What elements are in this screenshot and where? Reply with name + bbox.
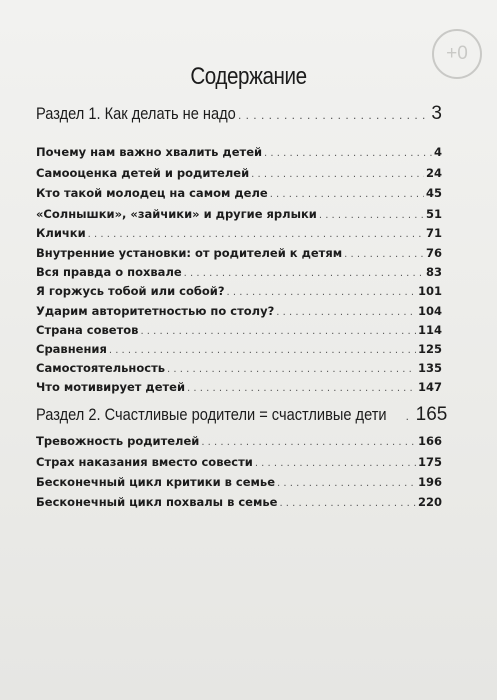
section-label: Раздел 1. Как делать не надо (36, 104, 236, 123)
entry-page-number: 71 (425, 226, 442, 240)
entry-label: Ударим авторитетностью по столу? (36, 304, 275, 318)
entry-label: Я горжусь тобой или собой? (36, 284, 225, 298)
toc-entry[interactable] (36, 265, 442, 279)
toc-section-1[interactable] (36, 103, 442, 125)
entry-page-number: 4 (433, 145, 442, 159)
page-title: Содержание (190, 63, 307, 90)
toc-entry[interactable] (36, 380, 442, 394)
section-page-number: 165 (415, 404, 448, 425)
entry-page-number: 196 (417, 475, 442, 489)
entry-label: Бесконечный цикл критики в семье (36, 475, 276, 489)
toc-entry[interactable] (36, 166, 442, 180)
leader-dots (201, 437, 416, 448)
entry-page-number: 125 (417, 342, 442, 356)
entry-label: Что мотивирует детей (36, 380, 186, 394)
toc-entry[interactable] (36, 323, 442, 337)
entry-page-number: 104 (417, 304, 442, 318)
entry-label: Клички (36, 226, 86, 240)
leader-dots (230, 108, 429, 122)
entry-label: Страна советов (36, 323, 139, 337)
entry-label: Самостоятельность (36, 361, 166, 375)
leader-dots (255, 458, 416, 469)
entry-page-number: 220 (417, 495, 442, 509)
entry-label: Сравнения (36, 342, 107, 356)
section-label: Раздел 2. Счастливые родители = счастливые дети (36, 405, 387, 424)
toc-entry[interactable] (36, 226, 442, 240)
leader-dots (279, 498, 416, 509)
toc-entry[interactable] (36, 434, 442, 448)
toc-entry[interactable] (36, 304, 442, 318)
toc-entry[interactable] (36, 342, 442, 356)
leader-dots (109, 345, 416, 356)
entry-label: Самооценка детей и родителей (36, 166, 250, 180)
entry-label: Тревожность родителей (36, 434, 200, 448)
entry-page-number: 135 (417, 361, 442, 375)
toc-entry[interactable] (36, 455, 442, 469)
entry-label: Внутренние установки: от родителей к детям (36, 246, 343, 260)
entry-page-number: 175 (417, 455, 442, 469)
leader-dots (319, 210, 424, 221)
age-rating-badge: +0 (432, 29, 482, 79)
toc-entry[interactable] (36, 495, 442, 509)
entry-label: Почему нам важно хвалить детей (36, 145, 263, 159)
leader-dots (264, 148, 432, 159)
toc-entry[interactable] (36, 475, 442, 489)
leader-dots (187, 383, 416, 394)
leader-dots (276, 307, 416, 318)
toc-entry[interactable] (36, 246, 442, 260)
entry-page-number: 114 (417, 323, 442, 337)
toc-entry[interactable] (36, 361, 442, 375)
entry-page-number: 51 (425, 207, 442, 221)
entry-label: Страх наказания вместо совести (36, 455, 253, 469)
entry-page-number: 45 (425, 186, 442, 200)
toc-entry[interactable] (36, 186, 442, 200)
toc-entry[interactable] (36, 145, 442, 159)
entry-page-number: 101 (417, 284, 442, 298)
toc-entry[interactable] (36, 284, 442, 298)
leader-dots (227, 287, 416, 298)
leader-dots (344, 249, 424, 260)
entry-label: «Солнышки», «зайчики» и другие ярлыки (36, 207, 317, 221)
entry-label: Бесконечный цикл похвалы в семье (36, 495, 278, 509)
entry-page-number: 24 (425, 166, 442, 180)
entry-label: Кто такой молодец на самом деле (36, 186, 268, 200)
toc-entry[interactable] (36, 207, 442, 221)
leader-dots (88, 229, 424, 240)
entry-page-number: 166 (417, 434, 442, 448)
leader-dots (251, 169, 424, 180)
leader-dots (167, 364, 416, 375)
leader-dots (184, 268, 424, 279)
entry-label: Вся правда о похвале (36, 265, 182, 279)
section-page-number: 3 (431, 103, 442, 124)
leader-dots (140, 326, 416, 337)
entry-page-number: 76 (425, 246, 442, 260)
entry-page-number: 83 (425, 265, 442, 279)
toc-section-2[interactable] (36, 404, 448, 426)
leader-dots (406, 409, 414, 423)
entry-page-number: 147 (417, 380, 442, 394)
leader-dots (270, 189, 424, 200)
leader-dots (277, 478, 416, 489)
